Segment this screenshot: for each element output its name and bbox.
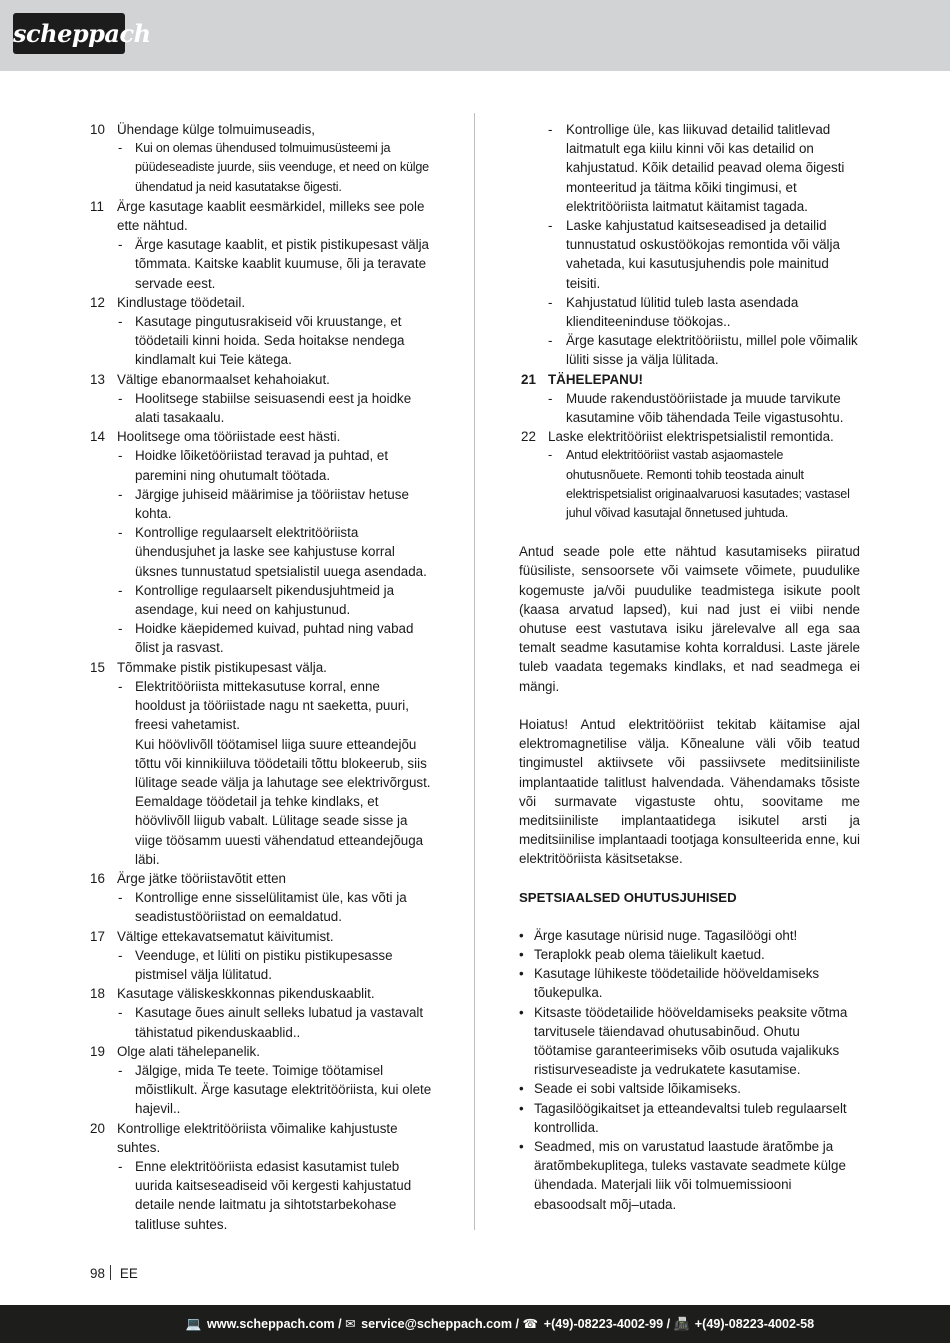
list-item — [88, 927, 433, 946]
item-number: 19 — [90, 1043, 105, 1059]
item-number: 18 — [90, 986, 105, 1002]
sub-item — [519, 293, 860, 331]
sub-item — [519, 446, 860, 523]
sub-item-text: Muude rakendustööriistade ja muude tarvikute kasutamine võib tähendada Teile vigastusohtu. — [566, 390, 844, 426]
dash-marker: - — [548, 294, 553, 310]
item-text: Vältige ebanormaalset kehahoiakut. — [117, 371, 330, 387]
item-text: Vältige ettekavatsematut käivitumist. — [117, 928, 334, 944]
dash-marker: - — [118, 890, 123, 906]
sub-item — [519, 216, 860, 293]
sub-item-text: Hoidke käepidemed kuivad, puhtad ning vabad õlist ja rasvast. — [135, 621, 414, 656]
sub-item-text: Antud elektritööriist vastab asjaomastele ohutusnõuete. Remonti tohib teostada ainult elektrispetsialist originaalvaruosi kasutades; vastasel juhul võivad kasutajal õnnetused juhtuda. — [566, 448, 850, 521]
sub-item — [88, 389, 433, 427]
sub-item-text: Kontrollige regulaarselt pikendusjuhtmeid ja asendage, kui need on kahjustunud. — [135, 582, 395, 618]
bullet-item — [519, 926, 860, 945]
sub-item-text: Elektritööriista mittekasutuse korral, enne hooldust ja tööriistade nagu nt saeketta, puuri, freesi vahetamist. — [135, 678, 409, 733]
footer-email[interactable]: service@scheppach.com / — [361, 1317, 520, 1331]
item-text: Tõmmake pistik pistikupesast välja. — [117, 659, 327, 675]
dash-marker: - — [118, 621, 123, 637]
list-item — [519, 370, 860, 389]
sub-item — [88, 619, 433, 657]
right-column — [519, 120, 860, 1214]
item-text: Laske elektritööriist elektrispetsialistil remontida. — [548, 429, 834, 445]
section-heading: SPETSIAALSED OHUTUSJUHISED — [519, 889, 737, 905]
sub-item-text: Hoolitsege stabiilse seisuasendi eest ja hoidke alati tasakaalu. — [135, 390, 412, 426]
sub-item — [519, 389, 860, 427]
sub-item-text: Jälgige, mida Te teete. Toimige töötamisel mõistlikult. Ärge kasutage elektritööriista, kui olete hajevil.. — [135, 1062, 432, 1117]
footer-website[interactable]: www.scheppach.com / — [206, 1317, 342, 1331]
bullet-item — [519, 964, 860, 1002]
sub-item — [88, 446, 433, 484]
list-item — [88, 1042, 433, 1061]
column-divider — [474, 113, 475, 1230]
phone-icon: ☎ — [522, 1317, 539, 1331]
dash-marker: - — [118, 1062, 123, 1078]
paragraph-warning: Hoiatus! Antud elektritööriist tekitab käitamise ajal elektromagnetilise välja. Kõnealune väli võib teatud tingimustel aktiivsete või passiivsete meditsiiniliste implantaatide talitlust halvendada. Vähendamaks tõsiste või surmavate vigastuste ohtu, soovitame me meditsiiniliste implantaatidega isikutel arsti ja meditsiinilise implantaadi tootjaga konsulteerida enne, kui elektritööriista käsitsetakse. — [519, 716, 860, 867]
dash-marker: - — [118, 678, 123, 694]
sub-item — [88, 485, 433, 523]
sub-item-text: Kasutage pingutusrakiseid või kruustange, et töödetaili kinni hoida. Seda hoitakse nendega kindlamalt kui Teie kätega. — [135, 314, 405, 368]
sub-item-text: Kontrollige enne sisselülitamist üle, kas võti ja seadistustööriistad on eemaldatud. — [135, 890, 407, 925]
item-number: 11 — [90, 198, 104, 214]
list-item — [88, 197, 433, 235]
bullet-item — [519, 1099, 860, 1137]
item-number: 22 — [521, 429, 536, 445]
item-text: Ärge kasutage kaablit eesmärkidel, milleks see pole ette nähtud. — [117, 198, 425, 234]
sub-item — [519, 120, 860, 216]
dash-marker: - — [118, 1158, 123, 1174]
page-number-separator — [110, 1265, 111, 1280]
bullet-text: Kitsaste töödetailide hööveldamiseks peaksite võtma tarvitusele täiendavad ohutusabinõud. Ohutu töötamise garanteerimiseks võib osutuda vajalikuks ristisurveseadiste ja vedrukatete kasutamise. — [534, 1004, 848, 1078]
bullet-text: Kasutage lühikeste töödetailide hööveldamiseks tõukepulka. — [534, 966, 820, 1001]
left-column — [88, 120, 433, 1234]
sub-item-text: Kontrollige üle, kas liikuvad detailid talitlevad laitmatult ega kiilu kinni või kas detailid on kahjustatud. Kõik detailid peavad olema õigesti monteeritud ja täitma kõiki tingimusi, et elektritööriista laitmatut käitamist tagada. — [566, 122, 845, 214]
item-number: 13 — [90, 371, 105, 387]
list-item — [88, 658, 433, 677]
sub-item — [88, 235, 433, 293]
item-number: 15 — [90, 659, 105, 675]
bullet-marker: • — [519, 946, 524, 962]
sub-item — [88, 581, 433, 619]
fax-icon: 📠 — [673, 1317, 690, 1331]
sub-item-text: Kahjustatud lülitid tuleb lasta asendada klienditeeninduse töökojas.. — [566, 294, 799, 330]
sub-item — [88, 888, 433, 926]
item-number: 16 — [90, 870, 105, 886]
sub-item — [519, 331, 860, 369]
bullet-marker: • — [519, 1081, 524, 1097]
dash-marker: - — [118, 141, 122, 156]
continued-sublist — [519, 120, 860, 370]
footer-phone: +(49)-08223-4002-99 / — [543, 1317, 671, 1331]
item-text: Ärge jätke tööriistavõtit etten — [117, 870, 286, 886]
language-code: EE — [119, 1266, 138, 1281]
sub-item-text: Järgige juhiseid määrimise ja tööriistav hetuse kohta. — [135, 486, 409, 522]
bullet-text: Ärge kasutage nürisid nuge. Tagasilöögi oht! — [534, 927, 798, 943]
paragraph-supervision: Antud seade pole ette nähtud kasutamiseks piiratud füüsiliste, sensoorsete või vaimsete võimete, puudulike kogemuste ja/või puudulike teadmistega isikute poolt (kaasa arvatud lapsed), kui nad just ei viibi nende ohutuse eest vastutava isiku järelevalve all ega saa temalt seadme kasutamise kohta korraldusi. Laste järele tuleb vaadata tegemaks kindlaks, et nad seadmega ei mängi. — [519, 544, 860, 694]
list-item — [519, 427, 860, 446]
bullet-item — [519, 1003, 860, 1080]
bullet-text: Teraplokk peab olema täielikult kaetud. — [534, 946, 765, 962]
bullet-text: Tagasilöögikaitset ja etteandevaltsi tuleb regulaarselt kontrollida. — [534, 1100, 847, 1135]
item-number: 21 — [521, 371, 536, 387]
bullet-text: Seadmed, mis on varustatud laastude äratõmbe ja äratõmbekuplitega, tuleks vastavate seadmete külge ühendada. Materjali liik või tolmuemissiooni ebasoodsalt mõj–utada. — [534, 1138, 846, 1212]
item-text: Kontrollige elektritööriista võimalike kahjustuste suhtes. — [117, 1120, 398, 1155]
item-number: 20 — [90, 1120, 105, 1136]
sub-item — [88, 1003, 433, 1041]
item-text: Hoolitsege oma tööriistade eest hästi. — [117, 429, 341, 445]
item-number: 10 — [90, 122, 105, 137]
bullet-marker: • — [519, 1138, 524, 1154]
bullet-list — [519, 926, 860, 1214]
sub-item-text: Enne elektritööriista edasist kasutamist tuleb uurida kaitseseadiseid või kergesti kahjustatud detaile nende laitmatu ja sihtotstarbekohase talitluse suhtes. — [135, 1158, 412, 1232]
dash-marker: - — [118, 947, 123, 963]
numbered-list — [519, 370, 860, 524]
list-item — [88, 1119, 433, 1157]
page-number-value: 98 — [90, 1266, 105, 1281]
dash-marker: - — [118, 390, 123, 406]
sub-item-text: Kasutage õues ainult selleks lubatud ja vastavalt tähistatud pikenduskaablid.. — [135, 1005, 424, 1040]
sub-item-text: Kui on olemas ühendused tolmuimusüsteemi ja püüdeseadiste juurde, siis veenduge, et need on külge ühendatud ja neid kasutatakse õigesti. — [135, 141, 429, 194]
sub-item-text: Ärge kasutage kaablit, et pistik pistikupesast välja tõmmata. Kaitske kaablit kuumuse, õli ja teravate servade eest. — [135, 237, 430, 291]
dash-marker: - — [548, 448, 552, 463]
item-number: 12 — [90, 294, 105, 310]
sub-item — [88, 946, 433, 984]
sub-item — [88, 312, 433, 370]
list-item — [88, 869, 433, 888]
dash-marker: - — [548, 122, 553, 137]
bullet-marker: • — [519, 966, 524, 982]
bullet-item — [519, 945, 860, 964]
sub-item-text: Veenduge, et lüliti on pistiku pistikupesasse pistmisel välja lülitatud. — [135, 947, 393, 982]
dash-marker: - — [548, 390, 553, 406]
bullet-marker: • — [519, 1004, 524, 1020]
page-number — [90, 1265, 138, 1281]
sub-item-text: Laske kahjustatud kaitseseadised ja detailid tunnustatud oskustöökojas remontida või välja vahetada, kui kasutusjuhendis pole mainitud teisiti. — [566, 218, 840, 291]
item-text: Kasutage väliskeskkonnas pikenduskaablit. — [117, 986, 375, 1002]
envelope-icon: ✉ — [345, 1317, 356, 1331]
sub-item-text: Hoidke lõiketööriistad teravad ja puhtad, et paremini ning ohutumalt töötada. — [135, 448, 389, 483]
dash-marker: - — [548, 218, 553, 234]
page-footer — [0, 1305, 950, 1343]
sub-item-continuation: Kui höövlivõll töötamisel liiga suure etteandejõu tõttu või kinnikiiluva töödetaili tõttu blokeerub, siis lülitage seade välja ja lahutage see elektrivõrgust. Eemaldage töödetail ja tehke kindlaks, et höövlivõll liigub vabalt. Lülitage seade sisse ja viige töösamm uuesti vähendatud etteandejõuga läbi. — [135, 736, 431, 867]
footer-fax: +(49)-08223-4002-58 — [694, 1317, 815, 1331]
brand-logo: scheppach — [13, 13, 125, 54]
item-text: TÄHELEPANU! — [548, 371, 643, 387]
item-text: Kindlustage töödetail. — [117, 294, 246, 310]
sub-item — [88, 1157, 433, 1234]
sub-item — [88, 677, 433, 869]
bullet-marker: • — [519, 927, 524, 943]
item-number: 17 — [90, 928, 105, 944]
dash-marker: - — [118, 448, 123, 464]
dash-marker: - — [118, 582, 123, 598]
sub-item-text: Ärge kasutage elektritööriistu, millel pole võimalik lüliti sisse ja välja lülitada. — [566, 333, 858, 368]
page-header — [0, 0, 950, 71]
bullet-item — [519, 1137, 860, 1214]
dash-marker: - — [118, 486, 123, 502]
list-item — [88, 427, 433, 446]
sub-item — [88, 139, 433, 197]
item-text: Ühendage külge tolmuimuseadis, — [117, 122, 316, 137]
item-number: 14 — [90, 429, 105, 445]
computer-icon: 💻 — [185, 1317, 202, 1331]
bullet-text: Seade ei sobi valtside lõikamiseks. — [534, 1081, 741, 1097]
bullet-item — [519, 1079, 860, 1098]
bullet-marker: • — [519, 1100, 524, 1116]
list-item — [88, 984, 433, 1003]
list-item — [88, 120, 433, 139]
list-item — [88, 370, 433, 389]
dash-marker: - — [118, 525, 123, 541]
list-item — [88, 293, 433, 312]
sub-item-text: Kontrollige regulaarselt elektritööriista ühendusjuhet ja laske see kahjustuse korral üksnes tunnustatud spetsialistil uuega asendada. — [135, 525, 427, 579]
sub-item — [88, 1061, 433, 1119]
item-text: Olge alati tähelepanelik. — [117, 1043, 260, 1059]
dash-marker: - — [118, 1005, 123, 1021]
dash-marker: - — [548, 333, 553, 349]
sub-item — [88, 523, 433, 581]
dash-marker: - — [118, 237, 123, 253]
dash-marker: - — [118, 314, 123, 330]
